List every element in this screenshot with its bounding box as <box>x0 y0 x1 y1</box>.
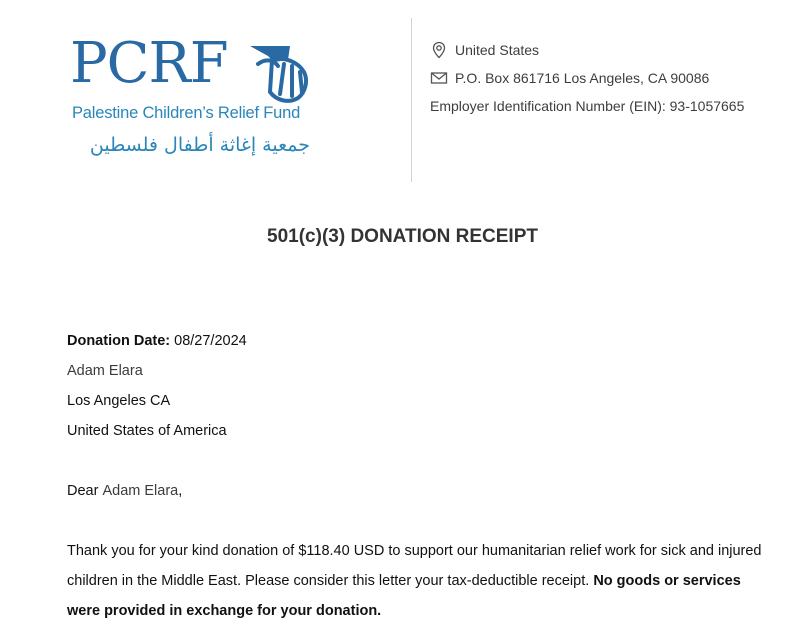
donation-date-line <box>67 326 767 356</box>
donation-date-label: Donation Date: <box>67 333 171 349</box>
donor-country: United States of America <box>67 423 227 439</box>
donor-name: Adam Elara <box>67 363 143 379</box>
salutation-punct: , <box>178 483 183 499</box>
org-name-english: Palestine Children’s Relief Fund <box>72 104 301 122</box>
salutation-name: Adam Elara <box>102 483 179 499</box>
org-name-arabic: جمعية إغاثة أطفال فلسطين <box>89 134 310 156</box>
address-text: P.O. Box 861716 Los Angeles, CA 90086 <box>455 70 710 86</box>
hand-icon <box>244 42 314 104</box>
no-goods-statement: No goods or services were provided in exchange for your donation. <box>67 573 741 619</box>
donation-date-value: 08/27/2024 <box>174 333 247 349</box>
receipt-title: 501(c)(3) DONATION RECEIPT <box>267 226 538 247</box>
thank-you-message: Thank you for your kind donation of $118.40 USD to support our humanitarian relief work for sick and injured children in the Middle East. Please consider this letter your tax-deductible receipt. <box>67 543 762 589</box>
ein-text: Employer Identification Number (EIN): 93-1057665 <box>430 98 745 114</box>
thank-you-paragraph <box>67 536 767 626</box>
location-row <box>430 36 800 64</box>
location-text: United States <box>455 42 540 58</box>
header-divider <box>411 18 412 182</box>
location-pin-icon <box>430 41 448 59</box>
salutation-word: Dear <box>67 483 99 499</box>
contact-info <box>430 36 800 120</box>
receipt-body <box>67 326 767 626</box>
spacer <box>67 446 767 476</box>
address-row <box>430 64 800 92</box>
salutation <box>67 476 767 506</box>
ein-row <box>430 92 800 120</box>
pcrf-logo <box>70 31 320 165</box>
envelope-icon <box>430 69 448 87</box>
donor-city: Los Angeles CA <box>67 393 171 409</box>
logo-wordmark: PCRF <box>70 31 228 96</box>
receipt-header <box>0 0 805 190</box>
spacer <box>67 506 767 536</box>
